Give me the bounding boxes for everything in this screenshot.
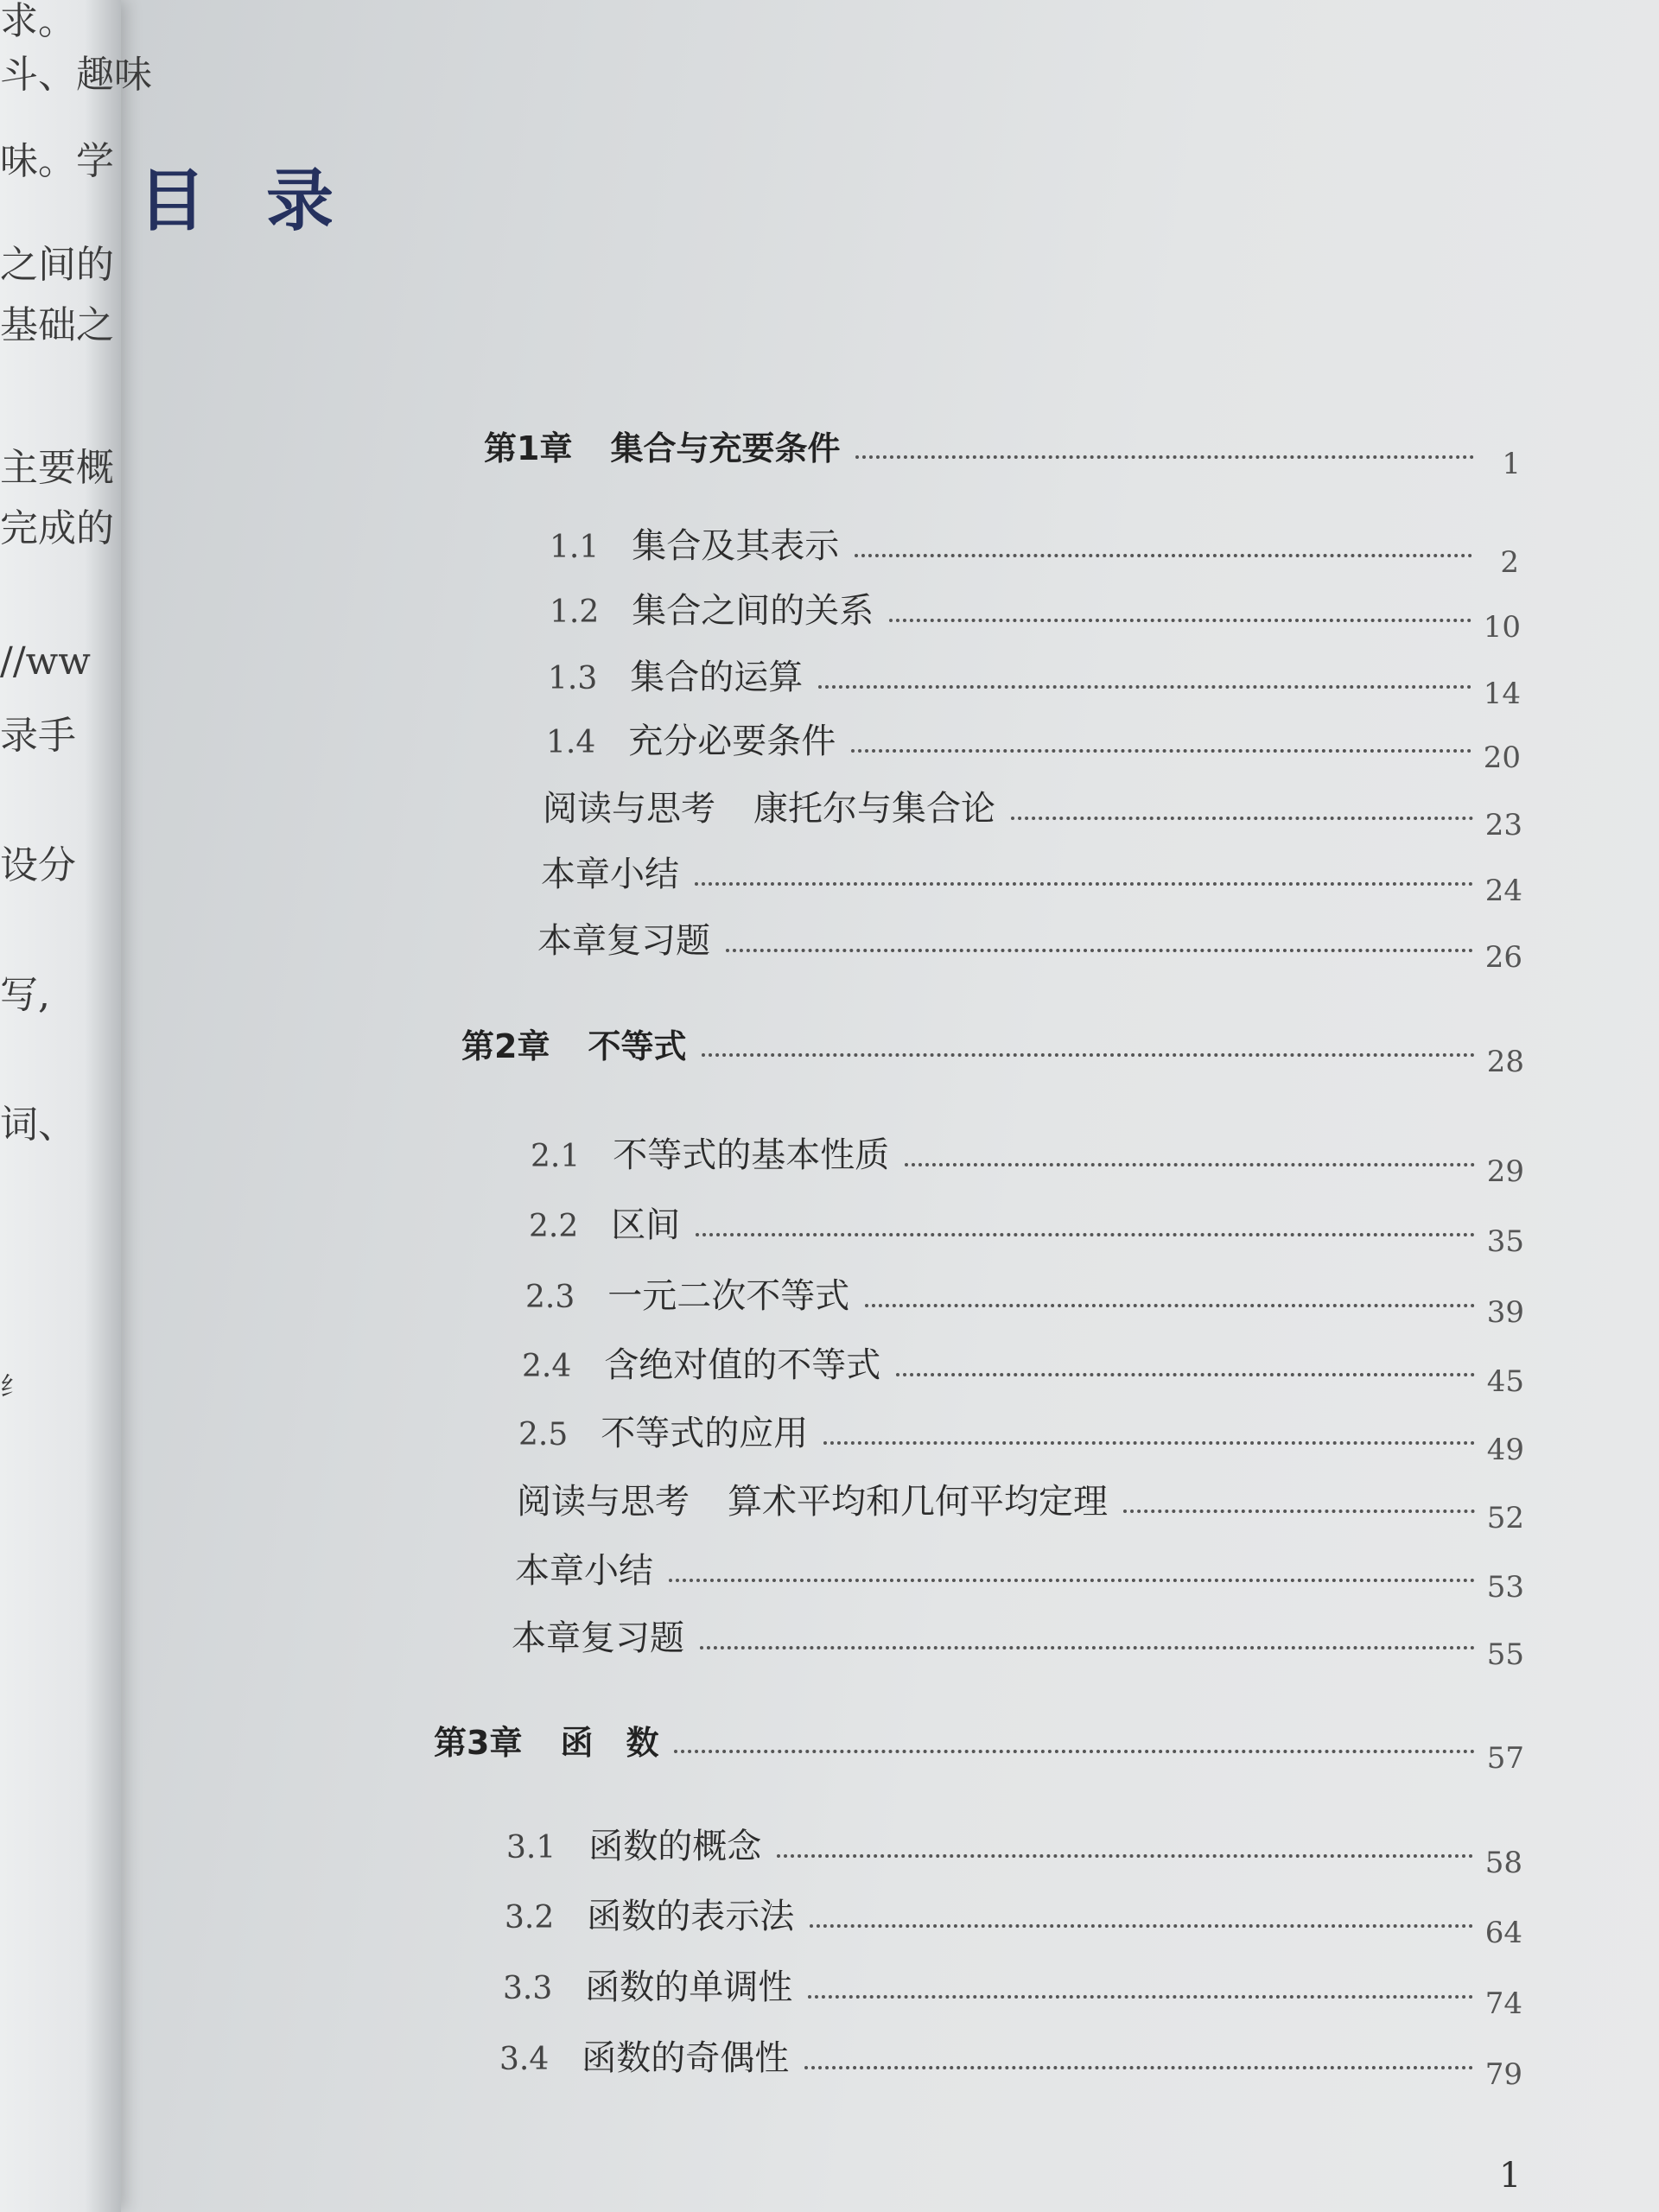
section-number: 1.2 xyxy=(550,594,600,630)
toc-reading-1[interactable] xyxy=(543,781,1522,842)
page-ref: 29 xyxy=(1486,1154,1524,1189)
toc-section-2-1[interactable] xyxy=(531,1128,1524,1189)
dot-leader xyxy=(855,554,1472,557)
page-ref: 79 xyxy=(1484,2057,1522,2092)
page-ref: 23 xyxy=(1484,808,1522,842)
left-page-fragment: 斗、趣味 xyxy=(0,53,152,97)
section-number: 2.4 xyxy=(522,1349,572,1384)
section-title: 不等式的基本性质 xyxy=(613,1135,890,1175)
left-page-fragment: //ww xyxy=(0,639,91,683)
section-number: 3.3 xyxy=(503,1971,553,2006)
section-title: 不等式的应用 xyxy=(601,1414,809,1453)
section-title: 函数的奇偶性 xyxy=(582,2038,790,2078)
page-ref: 53 xyxy=(1486,1570,1524,1605)
section-title: 集合的运算 xyxy=(630,658,804,697)
section-number: 2.1 xyxy=(531,1139,581,1174)
page-ref: 35 xyxy=(1486,1224,1524,1259)
toc-chapter-1[interactable] xyxy=(484,422,1521,481)
left-page-fragment: 录手 xyxy=(0,714,76,758)
page-ref: 57 xyxy=(1486,1741,1524,1776)
dot-leader xyxy=(1123,1510,1475,1513)
dot-leader xyxy=(726,949,1473,952)
toc-chapter-3[interactable] xyxy=(434,1716,1524,1776)
chapter-number: 第3章 xyxy=(434,1724,523,1762)
page-ref: 10 xyxy=(1483,610,1521,645)
review-title: 本章复习题 xyxy=(512,1618,684,1658)
page-ref: 39 xyxy=(1486,1295,1524,1330)
page-ref: 74 xyxy=(1484,1986,1522,2021)
toc-section-1-2[interactable] xyxy=(550,583,1521,645)
section-title: 一元二次不等式 xyxy=(607,1276,850,1316)
toc-section-2-5[interactable] xyxy=(518,1406,1524,1467)
dot-leader xyxy=(896,1373,1474,1376)
dot-leader xyxy=(669,1579,1475,1582)
page-ref: 28 xyxy=(1486,1045,1524,1079)
toc-title: 目录 xyxy=(138,162,395,240)
toc-section-3-1[interactable] xyxy=(506,1819,1522,1880)
toc-section-1-1[interactable] xyxy=(550,518,1519,580)
dot-leader xyxy=(1011,817,1473,820)
dot-leader xyxy=(696,1233,1474,1236)
toc-section-3-2[interactable] xyxy=(505,1889,1522,1950)
dot-leader xyxy=(818,685,1471,689)
section-title: 集合之间的关系 xyxy=(632,591,874,631)
page-ref: 24 xyxy=(1484,874,1522,908)
section-number: 2.5 xyxy=(518,1417,569,1452)
toc-reading-2[interactable] xyxy=(517,1474,1524,1535)
reading-label: 阅读与思考 xyxy=(517,1482,690,1522)
page-ref: 14 xyxy=(1483,677,1521,711)
dot-leader xyxy=(810,1924,1472,1928)
section-number: 3.1 xyxy=(506,1830,556,1866)
section-number: 2.2 xyxy=(529,1209,579,1244)
section-title: 函数的表示法 xyxy=(587,1897,795,1936)
page-ref: 1 xyxy=(1502,447,1521,481)
dot-leader xyxy=(674,1750,1474,1753)
page-ref: 26 xyxy=(1484,940,1522,975)
toc-section-2-4[interactable] xyxy=(522,1338,1524,1399)
left-page-fragment: 味。学 xyxy=(0,139,114,183)
dot-leader xyxy=(823,1441,1474,1445)
dot-leader xyxy=(851,749,1471,753)
left-page-fragment: 词、 xyxy=(0,1103,76,1147)
dot-leader xyxy=(702,1053,1474,1057)
toc-review-2[interactable] xyxy=(512,1611,1524,1672)
page-ref: 64 xyxy=(1484,1916,1522,1950)
dot-leader xyxy=(695,882,1473,886)
dot-leader xyxy=(808,1995,1472,1999)
page-ref: 58 xyxy=(1484,1846,1522,1880)
summary-title: 本章小结 xyxy=(541,855,679,894)
section-number: 1.3 xyxy=(548,661,598,696)
page-number: 1 xyxy=(1499,2156,1522,2196)
chapter-title: 函 数 xyxy=(560,1724,659,1762)
dot-leader xyxy=(889,619,1471,622)
toc-section-1-3[interactable] xyxy=(548,650,1521,711)
summary-title: 本章小结 xyxy=(515,1551,653,1591)
page-ref: 20 xyxy=(1483,741,1521,775)
left-page-fragment: 基础之 xyxy=(0,303,114,347)
page-ref: 55 xyxy=(1486,1637,1524,1672)
left-page-fragment: 设分 xyxy=(0,843,76,887)
toc-summary-2[interactable] xyxy=(515,1543,1524,1605)
left-page-fragment: 求。 xyxy=(0,0,76,43)
toc-section-1-4[interactable] xyxy=(546,714,1521,775)
section-title: 函数的概念 xyxy=(588,1827,762,1866)
section-title: 集合及其表示 xyxy=(632,526,840,566)
chapter-title: 不等式 xyxy=(588,1027,687,1065)
page-ref: 45 xyxy=(1486,1364,1524,1399)
dot-leader xyxy=(855,455,1474,459)
reading-label: 阅读与思考 xyxy=(543,789,715,829)
toc-section-3-4[interactable] xyxy=(499,2031,1522,2092)
toc-section-2-2[interactable] xyxy=(529,1198,1524,1259)
section-number: 1.4 xyxy=(546,725,596,760)
chapter-number: 第1章 xyxy=(484,429,573,467)
left-page-fragment: 完成的 xyxy=(0,506,114,550)
dot-leader xyxy=(865,1304,1474,1307)
review-title: 本章复习题 xyxy=(537,921,710,961)
toc-section-3-3[interactable] xyxy=(503,1960,1522,2021)
page-ref: 2 xyxy=(1500,545,1519,580)
page-ref: 49 xyxy=(1486,1433,1524,1467)
chapter-number: 第2章 xyxy=(461,1027,550,1065)
section-number: 1.1 xyxy=(550,530,600,565)
toc-section-2-3[interactable] xyxy=(525,1268,1524,1330)
chapter-title: 集合与充要条件 xyxy=(610,429,841,467)
left-page-fragment: 之间的 xyxy=(0,243,114,287)
reading-title: 算术平均和几何平均定理 xyxy=(728,1482,1108,1522)
section-number: 3.2 xyxy=(505,1900,555,1936)
page-ref: 52 xyxy=(1486,1501,1524,1535)
left-page-fragment: 纟 xyxy=(0,1372,26,1402)
reading-title: 康托尔与集合论 xyxy=(753,789,995,829)
dot-leader xyxy=(777,1854,1472,1858)
toc-summary-1[interactable] xyxy=(541,847,1522,908)
left-facing-page xyxy=(0,0,152,2212)
section-number: 3.4 xyxy=(499,2042,550,2077)
toc-chapter-2[interactable] xyxy=(461,1020,1524,1079)
section-number: 2.3 xyxy=(525,1280,575,1315)
section-title: 区间 xyxy=(611,1205,681,1245)
section-title: 含绝对值的不等式 xyxy=(604,1345,881,1385)
section-title: 充分必要条件 xyxy=(628,721,836,761)
toc-review-1[interactable] xyxy=(537,913,1522,975)
left-page-fragment: 主要概 xyxy=(0,446,114,490)
section-title: 函数的单调性 xyxy=(585,1967,793,2007)
dot-leader xyxy=(700,1646,1475,1649)
dot-leader xyxy=(905,1163,1474,1166)
dot-leader xyxy=(804,2066,1472,2069)
left-page-fragment: 写, xyxy=(0,973,50,1017)
